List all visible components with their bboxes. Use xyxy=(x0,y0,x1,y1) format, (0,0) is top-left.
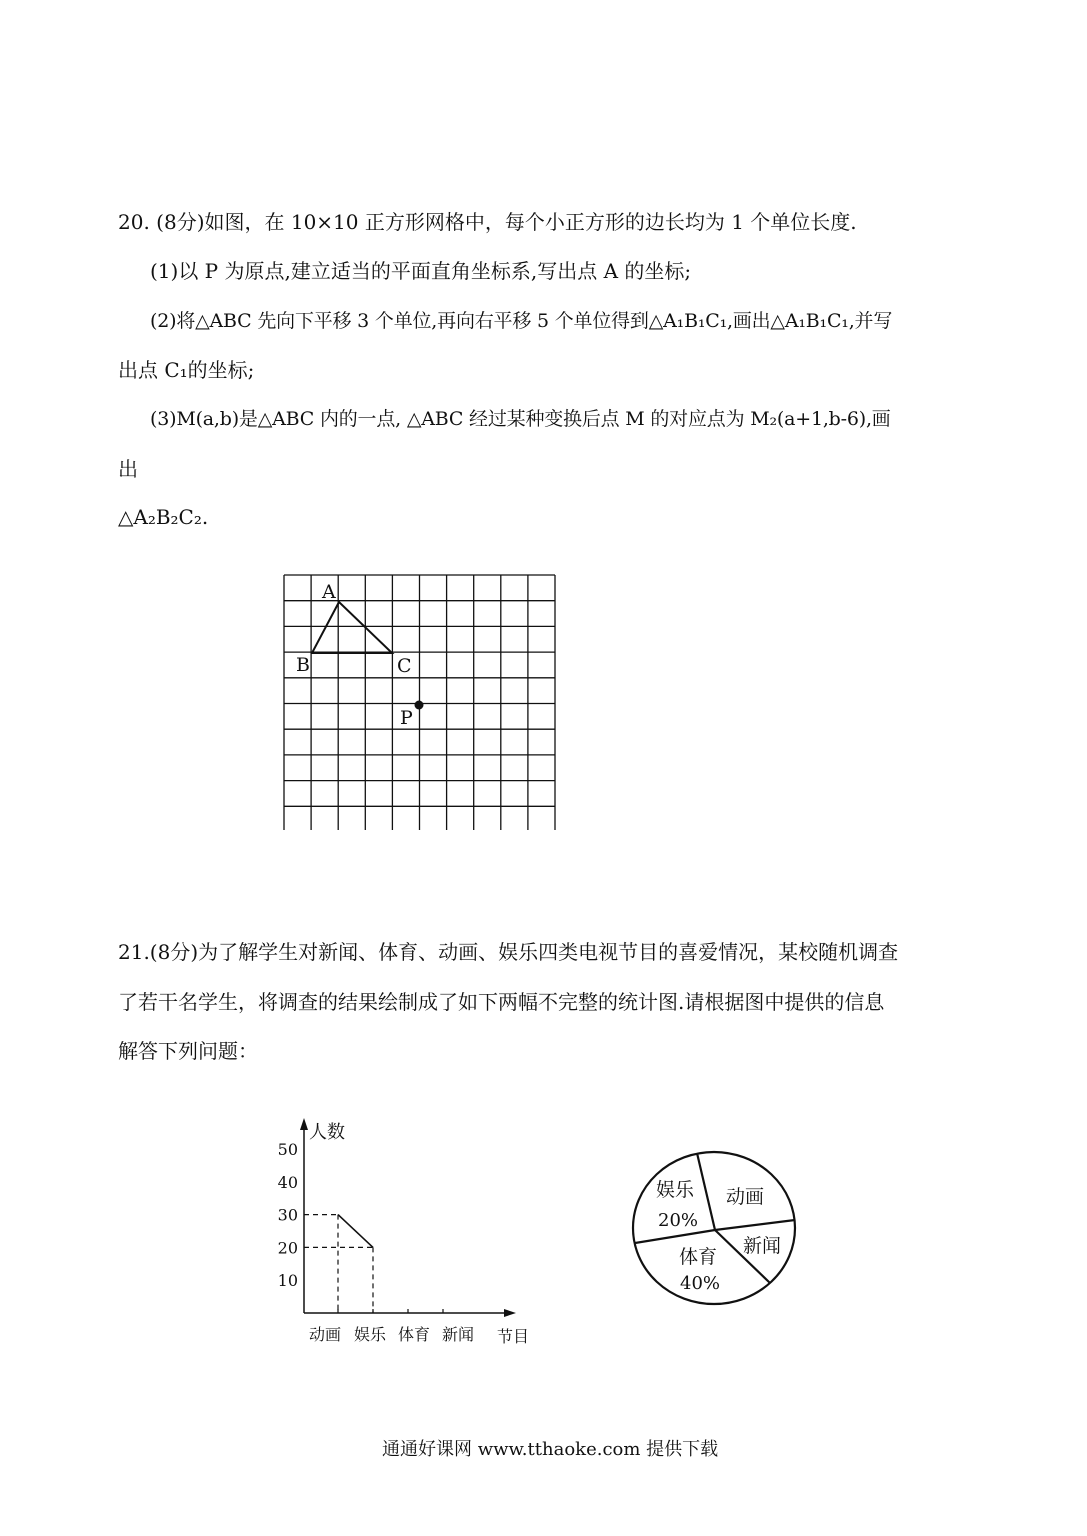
y-tick-label: 20 xyxy=(277,1238,298,1258)
y-tick-label: 10 xyxy=(277,1271,298,1291)
q20-part3-line1: (3)M(a,b)是△ABC 内的一点, △ABC 经过某种变换后点 M 的对应点为 M₂(a+1,b-6),画 xyxy=(150,408,891,430)
q20-part1: (1)以 P 为原点,建立适当的平面直角坐标系,写出点 A 的坐标; xyxy=(150,259,692,283)
q21-stem-line3: 解答下列问题： xyxy=(118,1039,258,1063)
q20-stem: 20. (8分)如图，在 10×10 正方形网格中，每个小正方形的边长均为 1 个单位长度. xyxy=(118,210,857,234)
pie-chart xyxy=(628,1146,808,1306)
label-c: C xyxy=(397,655,412,677)
y-axis-label: 人数 xyxy=(309,1122,345,1143)
y-tick-label: 50 xyxy=(277,1140,298,1159)
pie-divider-sports-entertainment xyxy=(635,1230,715,1243)
q21-stem-line2: 了若干名学生，将调查的结果绘制成了如下两幅不完整的统计图.请根据图中提供的信息 xyxy=(118,990,885,1014)
point-p xyxy=(415,701,424,710)
q20-part2-line2: 出点 C₁的坐标; xyxy=(118,358,255,382)
x-tick-label: 体育 xyxy=(397,1325,431,1344)
x-tick-label: 新闻 xyxy=(441,1325,475,1344)
footer: 通通好课网 www.tthaoke.com 提供下载 xyxy=(382,1439,719,1460)
x-axis-arrow xyxy=(504,1309,516,1317)
pie-value-entertainment: 20% xyxy=(658,1210,699,1231)
y-tick-label: 40 xyxy=(277,1172,298,1192)
label-p: P xyxy=(400,707,413,729)
pie-label-sports: 体育 xyxy=(679,1246,718,1268)
pie-label-news: 新闻 xyxy=(743,1235,782,1257)
line-chart xyxy=(270,1110,530,1350)
pie-value-sports: 40% xyxy=(680,1273,721,1294)
label-b: B xyxy=(296,654,310,676)
y-tick-label: 30 xyxy=(277,1205,298,1225)
q20-part3-line3: △A₂B₂C₂. xyxy=(118,505,209,529)
pie-label-animation: 动画 xyxy=(726,1186,765,1208)
q20-part2-line1: (2)将△ABC 先向下平移 3 个单位,再向右平移 5 个单位得到△A₁B₁C₁,画出△A₁B₁C₁,并写 xyxy=(150,310,893,332)
q20-grid-figure xyxy=(0,570,1087,830)
x-axis-label: 节目 xyxy=(497,1327,530,1346)
pie-divider-entertainment-animation xyxy=(697,1153,715,1230)
q20-part3-line2: 出 xyxy=(118,457,138,481)
q21-stem-line1: 21.(8分)为了解学生对新闻、体育、动画、娱乐四类电视节目的喜爱情况，某校随机调查 xyxy=(118,940,899,964)
pie-divider-animation-news xyxy=(715,1220,795,1230)
pie-label-entertainment: 娱乐 xyxy=(656,1179,695,1201)
triangle-abc xyxy=(312,602,392,653)
series-line xyxy=(338,1215,373,1248)
y-axis-arrow xyxy=(300,1118,308,1130)
x-tick-label: 娱乐 xyxy=(353,1325,387,1344)
x-tick-label: 动画 xyxy=(308,1325,342,1344)
label-a: A xyxy=(322,581,336,603)
